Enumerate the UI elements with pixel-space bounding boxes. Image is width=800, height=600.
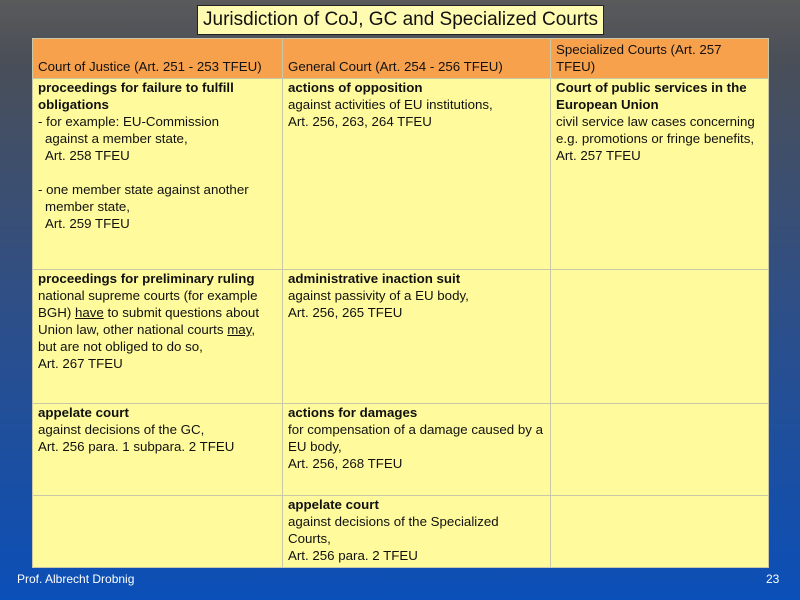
table-row (33, 404, 769, 496)
cell-heading: Court of public services in the European Union (556, 80, 747, 112)
cell-gc-actions-for-damages (283, 404, 551, 496)
cell-text: Art. 256 para. 1 subpara. 2 TFEU (38, 439, 235, 454)
cell-sc-empty (551, 270, 769, 404)
cell-text: Art. 267 TFEU (38, 356, 123, 371)
slide-title: Jurisdiction of CoJ, GC and Specialized Courts (197, 5, 604, 35)
cell-coj-empty (33, 496, 283, 568)
spacer (38, 164, 277, 181)
cell-heading: actions for damages (288, 405, 418, 420)
cell-text: against decisions of the GC, (38, 422, 205, 437)
cell-text: Art. 259 TFEU (45, 216, 130, 231)
cell-text: against activities of EU institutions, (288, 97, 493, 112)
cell-text: but are not obliged to do so, (38, 339, 203, 354)
table-row (33, 79, 769, 270)
text-fragment: , (251, 322, 256, 337)
cell-text: civil service law cases concerning e.g. promotions or fringe benefits, (556, 114, 755, 146)
cell-coj-appelate-court (33, 404, 283, 496)
text-fragment: to submit questions about Union law, other national courts (38, 305, 260, 337)
table-header-row (33, 39, 769, 79)
cell-text: for compensation of a damage caused by a EU body, (288, 422, 544, 454)
cell-text: Art. 258 TFEU (45, 148, 130, 163)
cell-heading: administrative inaction suit (288, 271, 461, 286)
underlined-word: have (74, 305, 104, 320)
cell-text: Art. 257 TFEU (556, 148, 641, 163)
cell-text: against a member state, (45, 131, 188, 146)
cell-text: Art. 256, 265 TFEU (288, 305, 403, 320)
cell-gc-appelate-court (283, 496, 551, 568)
cell-heading: appelate court (288, 497, 379, 512)
cell-heading: appelate court (38, 405, 129, 420)
table-row (33, 270, 769, 404)
header-court-of-justice: Court of Justice (Art. 251 - 253 TFEU) (33, 39, 283, 79)
table-row (33, 496, 769, 568)
text-fragment: national supreme courts (for example BGH) (38, 288, 258, 320)
cell-text: Art. 256 para. 2 TFEU (288, 548, 418, 563)
cell-text: against decisions of the Specialized Courts, (288, 514, 499, 546)
cell-text: Art. 256, 268 TFEU (288, 456, 403, 471)
cell-gc-administrative-inaction (283, 270, 551, 404)
cell-sc-public-services (551, 79, 769, 270)
header-specialized-courts: Specialized Courts (Art. 257 TFEU) (551, 39, 769, 79)
cell-heading: proceedings for failure to fulfill obligations (38, 80, 234, 112)
cell-text: member state, (45, 199, 130, 214)
footer-author: Prof. Albrecht Drobnig (17, 572, 135, 586)
jurisdiction-table (32, 38, 769, 568)
cell-text: - one member state against another (38, 182, 249, 197)
cell-heading: proceedings for preliminary ruling (38, 271, 255, 286)
cell-text: against passivity of a EU body, (288, 288, 469, 303)
cell-text (38, 287, 277, 338)
header-general-court: General Court (Art. 254 - 256 TFEU) (283, 39, 551, 79)
cell-sc-empty (551, 404, 769, 496)
cell-gc-actions-of-opposition (283, 79, 551, 270)
cell-text: - for example: EU-Commission (38, 114, 220, 129)
page-number: 23 (766, 572, 780, 586)
underlined-word: may (227, 322, 252, 337)
cell-text: Art. 256, 263, 264 TFEU (288, 114, 432, 129)
cell-coj-failure-to-fulfill (33, 79, 283, 270)
cell-heading: actions of opposition (288, 80, 423, 95)
cell-coj-preliminary-ruling (33, 270, 283, 404)
cell-sc-empty (551, 496, 769, 568)
